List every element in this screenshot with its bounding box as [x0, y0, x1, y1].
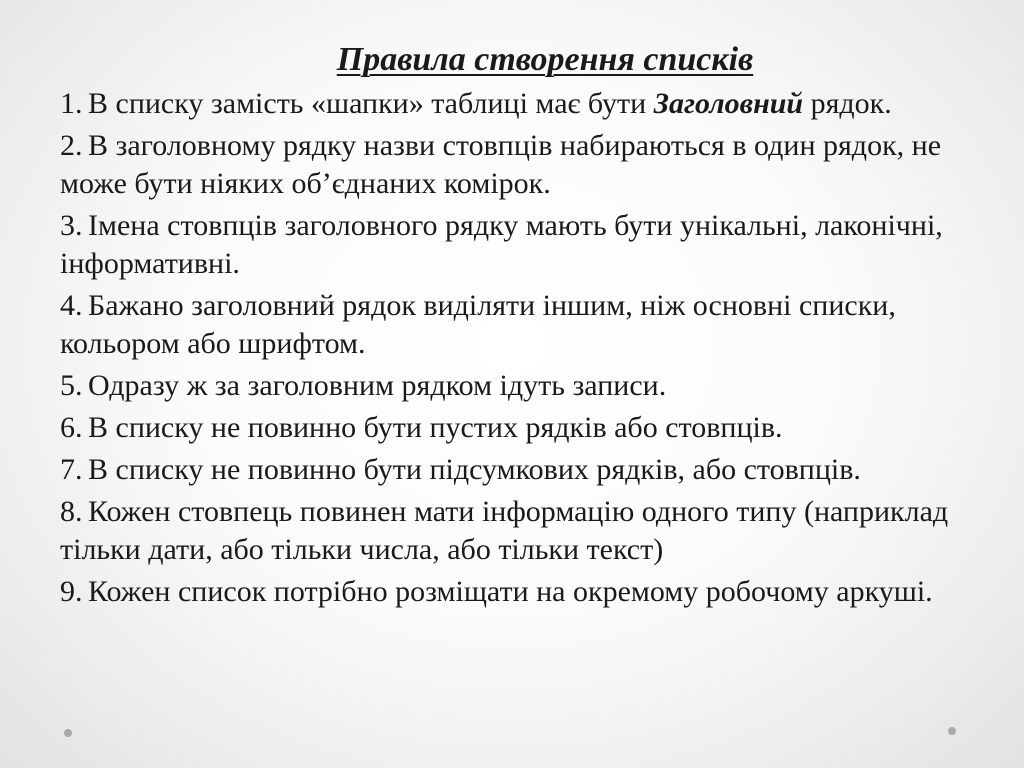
- rule-text-end: рядок.: [803, 87, 892, 120]
- rule-item: [60, 127, 1005, 203]
- rule-item: [60, 287, 1005, 363]
- rule-text: Одразу ж за заголовним рядком ідуть записи.: [88, 369, 667, 402]
- rule-number: 1.: [60, 87, 83, 120]
- rule-number: 3.: [60, 209, 83, 242]
- rule-number: 6.: [60, 411, 83, 444]
- rule-item: [60, 493, 1005, 569]
- rule-item: [60, 207, 1005, 283]
- decorative-dot-right: [948, 727, 956, 735]
- rule-text: Кожен список потрібно розміщати на окремому робочому аркуші.: [88, 575, 933, 608]
- rule-number: 5.: [60, 369, 83, 402]
- rule-number: 8.: [60, 495, 83, 528]
- rule-number: 9.: [60, 575, 83, 608]
- rule-text: Бажано заголовний рядок виділяти іншим, ніж основні списки, кольором або шрифтом.: [60, 289, 896, 360]
- rule-emphasis: Заголовний: [653, 87, 804, 120]
- rule-number: 4.: [60, 289, 83, 322]
- rule-item: [60, 573, 1005, 611]
- rule-number: 2.: [60, 129, 83, 162]
- rule-number: 7.: [60, 453, 83, 486]
- rule-text: В списку замість «шапки» таблиці має бути: [88, 87, 654, 120]
- decorative-dot-left: [64, 729, 72, 737]
- rule-item: [60, 85, 1005, 123]
- rule-item: [60, 451, 1005, 489]
- slide-title: Правила створення списків: [336, 41, 754, 78]
- rules-list: [60, 85, 1005, 615]
- rule-text: В списку не повинно бути пустих рядків або стовпців.: [88, 411, 783, 444]
- rule-item: [60, 409, 1005, 447]
- rule-text: Кожен стовпець повинен мати інформацію одного типу (наприклад тільки дати, або тільки числа, або тільки текст): [60, 495, 949, 566]
- rule-text: В списку не повинно бути підсумкових рядків, або стовпців.: [88, 453, 861, 486]
- rule-text: В заголовному рядку назви стовпців набираються в один рядок, не може бути ніяких об’єднаних комірок.: [60, 129, 942, 200]
- rule-text: Імена стовпців заголовного рядку мають бути унікальні, лаконічні, інформативні.: [60, 209, 943, 280]
- rule-item: [60, 367, 1005, 405]
